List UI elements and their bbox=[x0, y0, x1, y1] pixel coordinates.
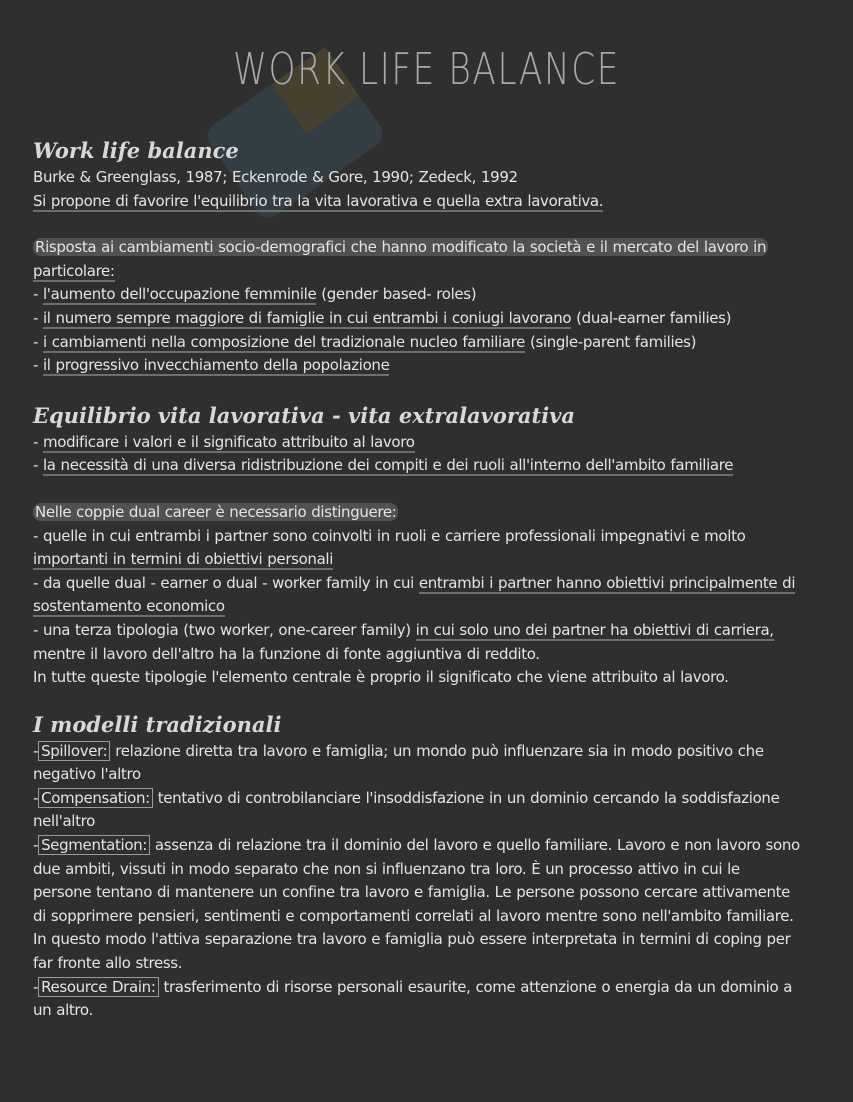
underlined-text: entrambi i partner hanno obiettivi principalmente di bbox=[418, 573, 796, 592]
page-title: WORK LIFE BALANCE bbox=[233, 44, 620, 95]
highlighted-text: Nelle coppie dual career è necessario distinguere: bbox=[35, 502, 397, 521]
term-box: Compensation: bbox=[38, 788, 153, 808]
model-compensation: - Compensation: tentativo di controbilanciare l'insoddisfazione in un dominio cercando la soddisfazione bbox=[33, 788, 780, 807]
text-line: mentre il lavoro dell'altro ha la funzione di fonte aggiuntiva di reddito. bbox=[33, 644, 540, 663]
model-spillover: - Spillover: relazione diretta tra lavoro e famiglia; un mondo può influenzare sia in modo positivo che bbox=[33, 741, 764, 760]
text-line: due ambiti, vissuti in modo separato che non si influenzano tra loro. È un processo attivo in cui le bbox=[33, 859, 740, 878]
term-box: Resource Drain: bbox=[38, 977, 158, 997]
text-line: - una terza tipologia (two worker, one-career family) in cui solo uno dei partner ha obiettivi di carriera, bbox=[33, 620, 774, 639]
text-line bbox=[33, 236, 818, 260]
text-line: In tutte queste tipologie l'elemento centrale è proprio il significato che viene attribuito al lavoro. bbox=[33, 668, 729, 687]
highlighted-text: Si propone di favorire l'equilibrio tra la vita lavorativa e quella extra lavorativa. bbox=[33, 191, 604, 210]
citation-line: Burke & Greenglass, 1987; Eckenrode & Gore, 1990; Zedeck, 1992 bbox=[33, 168, 518, 186]
text-line bbox=[33, 190, 818, 214]
list-item: - l'aumento dell'occupazione femminile (gender based- roles) bbox=[33, 285, 477, 304]
text-line bbox=[33, 548, 818, 572]
highlighted-text: Risposta ai cambiamenti socio-demografici che hanno modificato la società e il mercato del lavoro in bbox=[35, 238, 767, 257]
section-heading-modelli: I modelli tradizionali bbox=[33, 711, 282, 737]
underlined-text: in cui solo uno dei partner ha obiettivi di carriera, bbox=[415, 620, 774, 639]
text-line: far fronte allo stress. bbox=[33, 954, 183, 973]
text-line: In questo modo l'attiva separazione tra lavoro e famiglia può essere interpretata in termini di coping per bbox=[33, 930, 791, 949]
text-line: persone tentano di mantenere un confine tra lavoro e famiglia. Le persone possono cercare attivamente bbox=[33, 883, 791, 902]
list-item: - i cambiamenti nella composizione del tradizionale nucleo familiare (single-parent families) bbox=[33, 332, 697, 351]
underlined-text: la necessità di una diversa ridistribuzione dei compiti e dei ruoli all'interno dell'ambito familiare bbox=[42, 456, 734, 475]
text-line bbox=[33, 260, 818, 284]
underlined-text: il numero sempre maggiore di famiglie in cui entrambi i coniugi lavorano bbox=[42, 308, 572, 327]
section-heading-work-life-balance: Work life balance bbox=[33, 138, 239, 163]
text-line bbox=[33, 501, 818, 525]
text-line: nell'altro bbox=[33, 812, 95, 831]
list-item: - la necessità di una diversa ridistribuzione dei compiti e dei ruoli all'interno dell'ambito familiare bbox=[33, 456, 734, 475]
text-line: - quelle in cui entrambi i partner sono coinvolti in ruoli e carriere professionali impegnativi e molto bbox=[33, 526, 746, 545]
text-line: un altro. bbox=[33, 1001, 93, 1020]
underlined-text: modificare i valori e il significato attribuito al lavoro bbox=[42, 432, 415, 451]
underlined-text: i cambiamenti nella composizione del tradizionale nucleo familiare bbox=[42, 332, 526, 351]
text-line: - da quelle dual - earner o dual - worker family in cui entrambi i partner hanno obiettivi principalmente di bbox=[33, 573, 796, 592]
model-resource-drain: - Resource Drain: trasferimento di risorse personali esaurite, come attenzione o energia da un dominio a bbox=[33, 977, 793, 996]
text-line: di sopprimere pensieri, sentimenti e comportamenti correlati al lavoro mentre sono nell'ambito familiare. bbox=[33, 906, 794, 925]
content bbox=[33, 136, 818, 1023]
text-line: negativo l'altro bbox=[33, 765, 141, 784]
section-heading-equilibrio: Equilibrio vita lavorativa - vita extralavorativa bbox=[33, 402, 576, 428]
highlighted-text: particolare: bbox=[33, 261, 115, 280]
term-box: Spillover: bbox=[38, 741, 110, 761]
list-item: - il progressivo invecchiamento della popolazione bbox=[33, 356, 390, 375]
text-line bbox=[33, 595, 818, 619]
term-box: Segmentation: bbox=[38, 835, 150, 855]
underlined-text: sostentamento economico bbox=[33, 597, 225, 616]
underlined-text: l'aumento dell'occupazione femminile bbox=[42, 285, 317, 304]
list-item: - il numero sempre maggiore di famiglie in cui entrambi i coniugi lavorano (dual-earner families) bbox=[33, 308, 732, 327]
list-item: - modificare i valori e il significato attribuito al lavoro bbox=[33, 432, 415, 451]
underlined-text: importanti in termini di obiettivi personali bbox=[33, 550, 334, 569]
model-segmentation: - Segmentation: assenza di relazione tra il dominio del lavoro e quello familiare. Lavoro e non lavoro sono bbox=[33, 836, 800, 855]
underlined-text: il progressivo invecchiamento della popolazione bbox=[42, 356, 390, 375]
